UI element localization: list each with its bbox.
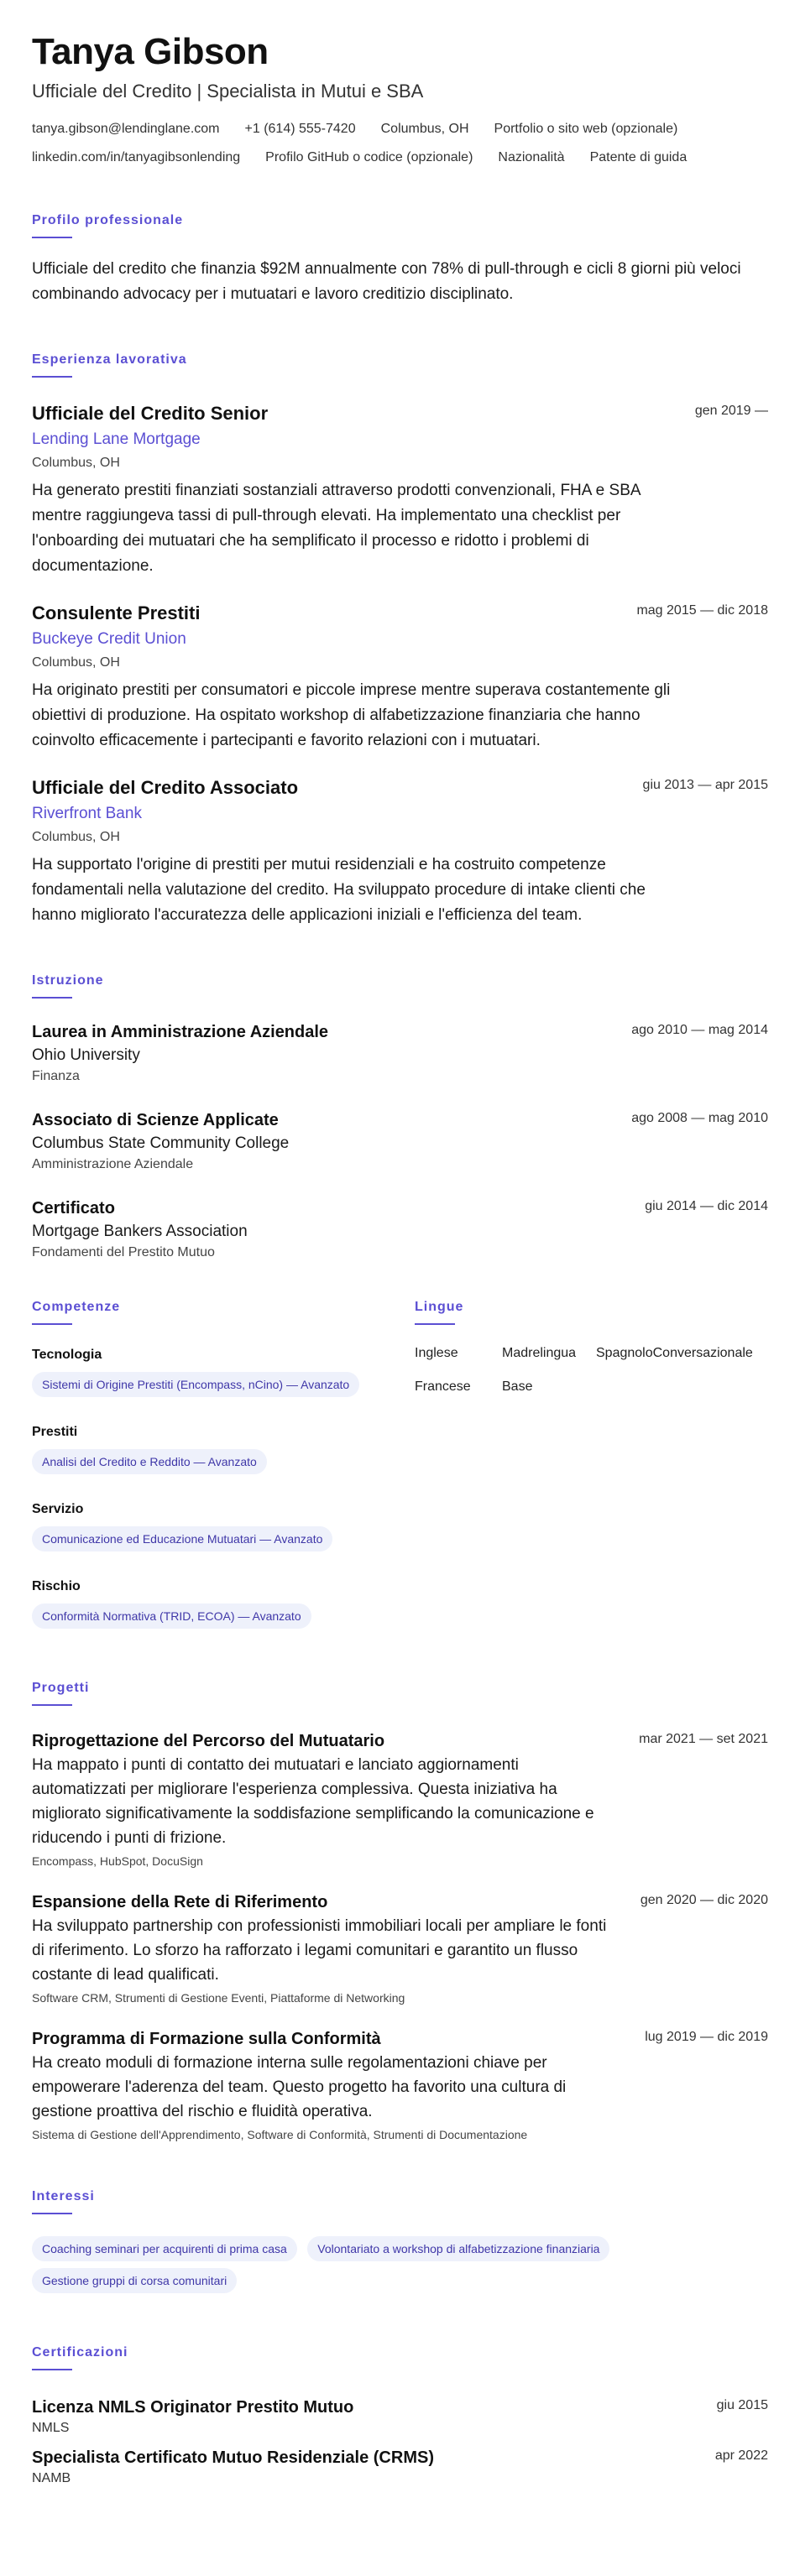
- project-dates: lug 2019 — dic 2019: [645, 2030, 768, 2044]
- section-divider: [32, 997, 72, 999]
- section-divider: [32, 1323, 72, 1325]
- degree-name: Associato di Scienze Applicate: [32, 1111, 279, 1129]
- language-name: Spagnolo: [596, 1346, 653, 1360]
- company-name: Lending Lane Mortgage: [32, 430, 201, 448]
- school-name: Ohio University: [32, 1046, 140, 1064]
- section-title: Esperienza lavorativa: [32, 352, 187, 367]
- education-list: [32, 1020, 768, 1263]
- certification-item: [32, 2396, 768, 2438]
- project-list: [32, 1729, 768, 2144]
- education-item: [32, 1020, 768, 1087]
- certification-name: Specialista Certificato Mutuo Residenziale (CRMS): [32, 2448, 434, 2467]
- interest-chip: Volontariato a workshop di alfabetizzazione finanziaria: [307, 2236, 609, 2261]
- experience-item: [32, 401, 768, 579]
- language-level: Madrelingua: [502, 1346, 577, 1360]
- job-description: Ha generato prestiti finanziati sostanziali attraverso prodotti convenzionali, FHA e SBA mentre raggiungeva tassi di pull-through elevati. Ha implementato una checklist per l'onboarding dei mutuatari che ha semplificato il processo e ridotto i problemi di documentazione.: [32, 482, 641, 575]
- section-title: Lingue: [415, 1300, 464, 1314]
- project-item: [32, 1890, 768, 2007]
- skill-group: [32, 1577, 415, 1635]
- section-title: Competenze: [32, 1300, 121, 1314]
- language-name: Inglese: [415, 1346, 458, 1360]
- contact-portfolio[interactable]: Portfolio o sito web (opzionale): [494, 122, 678, 136]
- contact-location: Columbus, OH: [380, 122, 469, 136]
- project-dates: gen 2020 — dic 2020: [640, 1893, 768, 1907]
- project-description: Ha mappato i punti di contatto dei mutuatari e lanciato aggiornamenti automatizzati per migliorare l'esperienza complessiva. Questa iniziativa ha migliorato significativamente la soddisfazione semplificando la comunicazione e riducendo i punti di frizione.: [32, 1756, 594, 1847]
- school-name: Mortgage Bankers Association: [32, 1223, 248, 1240]
- projects-section: [32, 1679, 768, 2144]
- contact-phone[interactable]: +1 (614) 555-7420: [244, 122, 356, 136]
- certifications-section: [32, 2344, 768, 2488]
- certification-issuer: NAMB: [32, 2471, 71, 2485]
- profile-section: [32, 211, 768, 307]
- skill-group: [32, 1345, 415, 1404]
- section-divider: [32, 2213, 72, 2214]
- company-name: Riverfront Bank: [32, 805, 142, 822]
- project-tools: Software CRM, Strumenti di Gestione Eventi, Piattaforme di Networking: [32, 1991, 405, 2005]
- candidate-headline: Ufficiale del Credito | Specialista in Mutui e SBA: [32, 81, 424, 102]
- job-location: Columbus, OH: [32, 655, 120, 670]
- education-item: [32, 1197, 768, 1263]
- study-field: Finanza: [32, 1069, 80, 1083]
- skill-group: [32, 1499, 415, 1558]
- degree-name: Laurea in Amministrazione Aziendale: [32, 1023, 329, 1041]
- section-title: Istruzione: [32, 973, 104, 988]
- certification-date: apr 2022: [714, 2448, 768, 2463]
- degree-name: Certificato: [32, 1199, 115, 1218]
- education-section: [32, 972, 768, 1263]
- experience-item: [32, 775, 768, 928]
- contact-driving-license: Patente di guida: [589, 150, 688, 164]
- interest-chip: Gestione gruppi di corsa comunitari: [32, 2268, 237, 2293]
- project-title: Riprogettazione del Percorso del Mutuatario: [32, 1732, 385, 1750]
- job-title: Ufficiale del Credito Associato: [32, 777, 299, 798]
- education-item: [32, 1108, 768, 1175]
- skill-category: Rischio: [32, 1579, 81, 1593]
- certification-issuer: NMLS: [32, 2421, 70, 2435]
- certification-date: giu 2015: [716, 2398, 768, 2412]
- education-dates: ago 2008 — mag 2010: [631, 1111, 768, 1125]
- skills-languages-row: [32, 1298, 768, 1635]
- contact-linkedin[interactable]: linkedin.com/in/tanyagibsonlending: [32, 150, 241, 164]
- certification-item: [32, 2446, 768, 2488]
- skill-category: Prestiti: [32, 1425, 78, 1439]
- job-dates: gen 2019 —: [694, 404, 768, 418]
- company-name: Buckeye Credit Union: [32, 630, 186, 648]
- contact-email[interactable]: tanya.gibson@lendinglane.com: [32, 122, 220, 136]
- skill-list: [32, 1345, 415, 1635]
- section-title: Profilo professionale: [32, 213, 184, 227]
- study-field: Fondamenti del Prestito Mutuo: [32, 1245, 215, 1259]
- candidate-name: Tanya Gibson: [32, 31, 269, 72]
- job-title: Consulente Prestiti: [32, 602, 201, 623]
- profile-summary: Ufficiale del credito che finanzia $92M annualmente con 78% di pull-through e cicli 8 giorni più veloci combinando advocacy per i mutuatari e lavoro creditizio disciplinato.: [32, 260, 741, 303]
- language-name: Francese: [415, 1379, 471, 1394]
- project-title: Programma di Formazione sulla Conformità: [32, 2030, 381, 2048]
- project-description: Ha sviluppato partnership con professionisti immobiliari locali per ampliare le fonti di riferimento. Lo sforzo ha rafforzato i legami comunitari e garantito un flusso costante di lead qualificati.: [32, 1917, 607, 1984]
- interest-list: [32, 2236, 754, 2300]
- contact-list: [32, 119, 768, 168]
- language-row: [415, 1377, 768, 1397]
- section-divider: [32, 1704, 72, 1706]
- job-description: Ha originato prestiti per consumatori e piccole imprese mentre superava costantemente gli obiettivi di produzione. Ha ospitato workshop di alfabetizzazione finanziaria che hanno coinvolto efficacemente i partecipanti e favorito relazioni con i mutuatari.: [32, 681, 671, 749]
- job-location: Columbus, OH: [32, 830, 120, 844]
- project-title: Espansione della Rete di Riferimento: [32, 1893, 328, 1911]
- skill-category: Servizio: [32, 1502, 84, 1516]
- section-title: Certificazioni: [32, 2345, 128, 2360]
- job-dates: mag 2015 — dic 2018: [636, 603, 768, 618]
- interests-section: [32, 2188, 768, 2300]
- section-divider: [32, 2369, 72, 2370]
- skill-category: Tecnologia: [32, 1348, 102, 1362]
- job-location: Columbus, OH: [32, 456, 120, 470]
- skill-chip: Conformità Normativa (TRID, ECOA) — Avanzato: [32, 1603, 311, 1629]
- contact-github[interactable]: Profilo GitHub o codice (opzionale): [265, 150, 473, 164]
- job-dates: giu 2013 — apr 2015: [642, 778, 768, 792]
- contact-nationality: Nazionalità: [498, 150, 565, 164]
- language-level: Conversazionale: [652, 1346, 753, 1360]
- school-name: Columbus State Community College: [32, 1134, 290, 1152]
- section-title: Progetti: [32, 1681, 90, 1695]
- section-title: Interessi: [32, 2189, 95, 2203]
- resume-header: [32, 29, 768, 168]
- section-divider: [415, 1323, 455, 1325]
- skill-chip: Comunicazione ed Educazione Mutuatari — Avanzato: [32, 1526, 332, 1551]
- experience-item: [32, 601, 768, 754]
- certification-name: Licenza NMLS Originator Prestito Mutuo: [32, 2398, 354, 2417]
- experience-list: [32, 401, 768, 928]
- job-title: Ufficiale del Credito Senior: [32, 403, 269, 424]
- language-level: Base: [502, 1379, 533, 1394]
- study-field: Amministrazione Aziendale: [32, 1157, 194, 1171]
- section-divider: [32, 376, 72, 378]
- languages-section: [415, 1298, 768, 1635]
- certification-list: [32, 2396, 768, 2488]
- project-tools: Encompass, HubSpot, DocuSign: [32, 1854, 203, 1868]
- experience-section: [32, 351, 768, 928]
- education-dates: giu 2014 — dic 2014: [645, 1199, 768, 1213]
- skill-chip: Analisi del Credito e Reddito — Avanzato: [32, 1449, 267, 1474]
- project-tools: Sistema di Gestione dell'Apprendimento, Software di Conformità, Strumenti di Documentazione: [32, 2128, 528, 2141]
- skill-chip: Sistemi di Origine Prestiti (Encompass, nCino) — Avanzato: [32, 1372, 359, 1397]
- project-description: Ha creato moduli di formazione interna sulle regolamentazioni chiave per empowerare l'aderenza del team. Questo progetto ha favorito una cultura di gestione proattiva del rischio e fluidità operativa.: [32, 2054, 567, 2120]
- skills-section: [32, 1298, 415, 1635]
- section-divider: [32, 237, 72, 238]
- interest-chip: Coaching seminari per acquirenti di prima casa: [32, 2236, 297, 2261]
- skill-group: [32, 1422, 415, 1481]
- project-item: [32, 2027, 768, 2144]
- education-dates: ago 2010 — mag 2014: [631, 1023, 768, 1037]
- project-item: [32, 1729, 768, 1870]
- language-list: [415, 1343, 768, 1397]
- project-dates: mar 2021 — set 2021: [639, 1732, 768, 1746]
- job-description: Ha supportato l'origine di prestiti per mutui residenziali e ha costruito competenze fondamentali nella valutazione del credito. Ha sviluppato procedure di intake clienti che hanno migliorato l'accuratezza delle applicazioni iniziali e l'efficienza del team.: [32, 856, 646, 924]
- language-row: [415, 1343, 768, 1364]
